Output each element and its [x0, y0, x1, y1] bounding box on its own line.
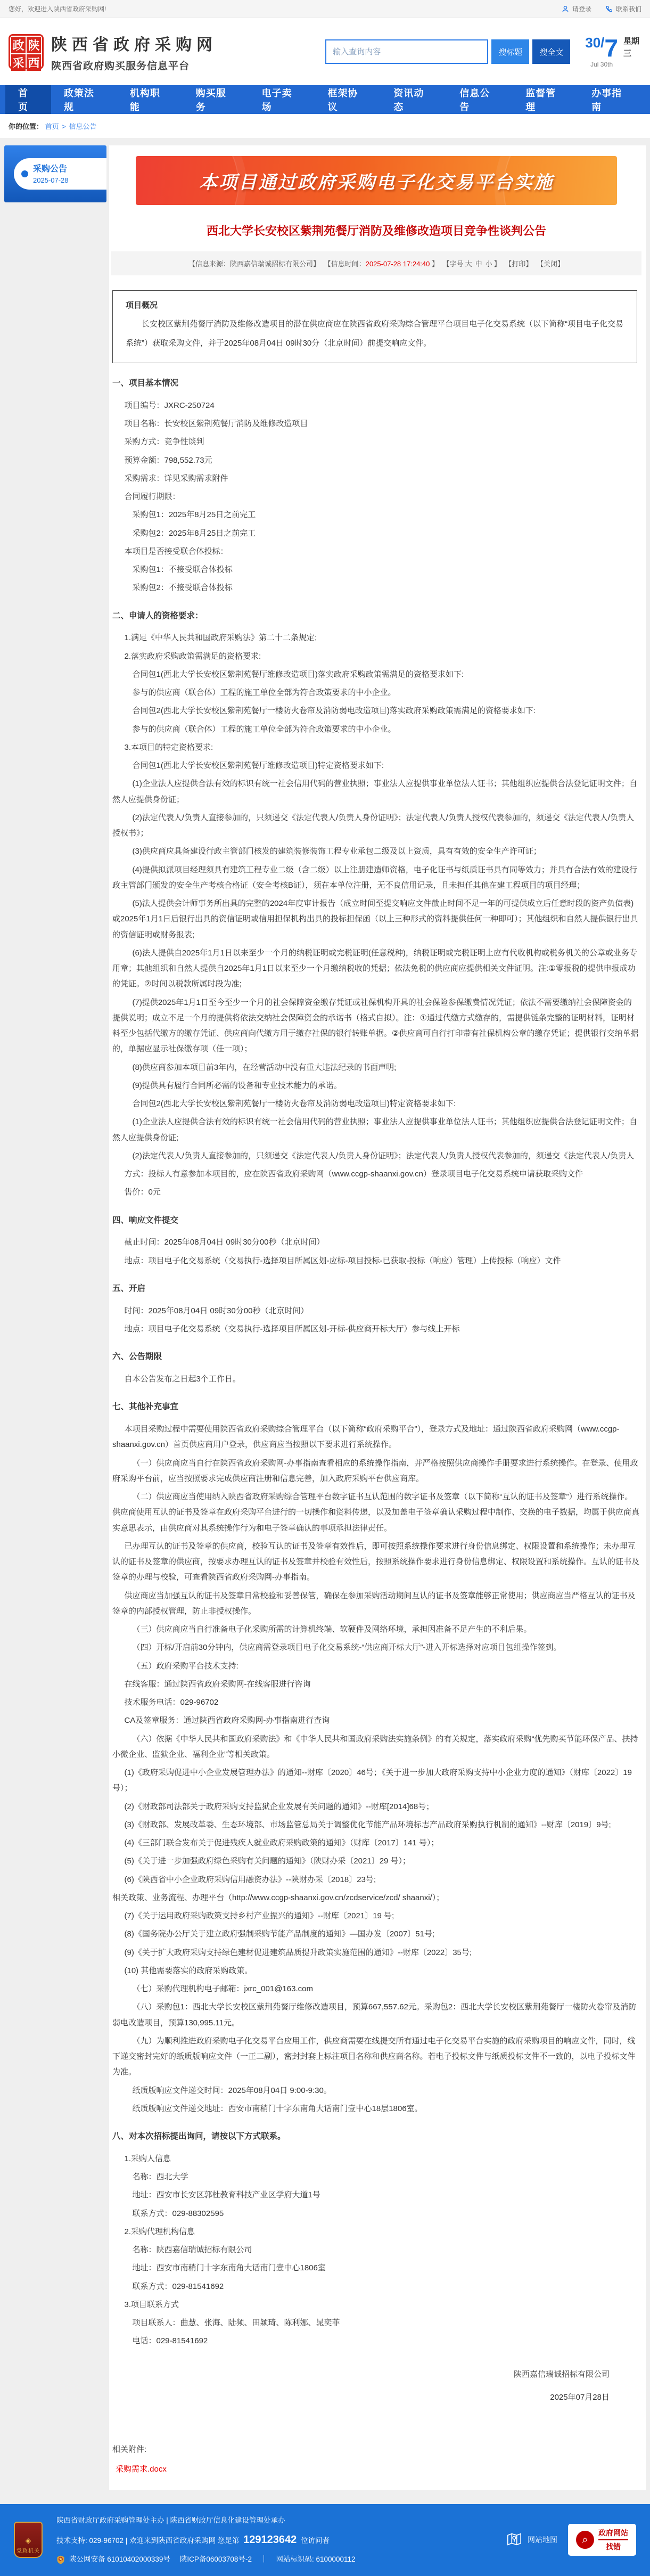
search-box	[325, 39, 570, 64]
close-button[interactable]: 【关闭】	[536, 260, 564, 268]
paragraph: 自本公告发布之日起3个工作日。	[124, 1374, 241, 1384]
paragraph: 地址：西安市长安区郭杜教育科技产业区学府大道1号	[132, 2190, 320, 2200]
paragraph: (8)《国务院办公厅关于建立政府强制采购节能产品制度的通知》—国办发〔2007〕51号;	[124, 1929, 435, 1939]
footer-beian-line	[56, 2552, 356, 2567]
signature-company: 陕西嘉信瑞诚招标有限公司	[513, 2369, 610, 2379]
sitemap-link[interactable]: 网站地图	[506, 2531, 557, 2549]
date-month: 7	[604, 34, 618, 62]
paragraph: 2.采购代理机构信息	[124, 2227, 195, 2236]
paragraph: (2)法定代表人/负责人直接参加的，只须递交《法定代表人/负责人身份证明》；法定代表人/负责人授权代表参加的，须递交《法定代表人/负责人	[132, 1151, 635, 1160]
paragraph: 时间：2025年08月04日 09时30分00秒（北京时间）	[124, 1306, 309, 1315]
paragraph: (8)供应商参加本项目前3年内，在经营活动中没有重大违法纪录的书面声明;	[132, 1062, 397, 1072]
info-time-value: 2025-07-28 17:24:40	[365, 260, 430, 268]
attachments-label: 相关附件:	[112, 2444, 147, 2454]
site-header	[0, 18, 650, 85]
project-overview-box	[112, 290, 637, 363]
paragraph: (3)《财政部、发展改革委、生态环境部、市场监管总局关于调整优化节能产品环境标志产品政府采购执行机制的通知》--财库〔2019〕9号;	[124, 1820, 611, 1829]
search-input[interactable]	[325, 39, 488, 64]
font-size-option-2[interactable]: 小	[485, 260, 492, 268]
signature-block	[112, 2363, 610, 2409]
date-widget	[585, 36, 641, 68]
info-source: 【信息来源：陕西嘉信瑞诚招标有限公司】	[188, 260, 320, 268]
paragraph: 方式：投标人有意参加本项目的，应在陕西省政府采购网（www.ccgp-shaanxi.gov.cn）登录项目电子化交易系统申请获取采购文件	[124, 1170, 583, 1179]
section-heading: 六、公告期限	[112, 1352, 162, 1362]
paragraph: 采购方式：竞争性谈判	[124, 437, 204, 447]
paragraph: 合同履行期限：	[124, 492, 180, 502]
nav-item-supervision[interactable]: 监督管理	[525, 88, 556, 112]
paragraph: 地址：西安市南稍门十字东南角大话南门壹中心1806室	[132, 2263, 326, 2273]
paragraph: (9)提供具有履行合同所必需的设备和专业技术能力的承诺。	[132, 1081, 342, 1090]
paragraph: 参与的供应商（联合体）工程的施工单位全部为符合政策要求的中小企业。	[132, 724, 396, 734]
paragraph: 技术服务电话：029-96702	[124, 1698, 219, 1707]
notice-banner	[136, 156, 617, 205]
paragraph: (1)企业法人应提供合法有效的标识有统一社会信用代码的营业执照；事业法人应提供事业单位法人证书；其他组织应提供合法登记证明文件；自然人应提供身份证；	[112, 779, 637, 804]
paragraph: 售价：0元	[124, 1188, 161, 1197]
contact-link[interactable]: 联系我们	[605, 4, 641, 13]
paragraph: 3.项目联系方式	[124, 2300, 179, 2309]
nav-item-news[interactable]: 资讯动态	[393, 88, 424, 112]
paragraph: (3)供应商应具备建设行政主管部门核发的建筑装修装饰工程专业承包二级及以上资质，具有有效的安全生产许可证；	[132, 847, 541, 856]
content-zone	[0, 138, 650, 2504]
nav-item-services[interactable]: 购买服务	[195, 88, 226, 112]
font-size-option-1[interactable]: 中	[475, 260, 482, 268]
paragraph: 地点：项目电子化交易系统（交易执行-选择项目所属区划-应标-项目投标-已获取-投标（响应）管理）上传投标（响应）文件	[124, 1256, 561, 1265]
paragraph: (4)提供拟派项目经理须具有建筑工程专业二级（含二级）以上注册建造师资格，电子化证书与纸质证书具有同等效力；并具有合法有效的建设行政主管部门颁发的安全生产考核合格证（安全考核B证），须在本单位注册，无不良信用记录，且未担任其他在建工程项目的项目经理；	[112, 865, 637, 890]
paragraph: 已办理互认的证书及签章的供应商，校验互认的证书及签章有效性后，即可按照系统操作要求进行身份信息绑定、权限设置和系统操作；未办理互认的证书及签章的供应商，按要求办理互认的证书及签章并校验有效性后，按照系统操作要求进行身份信息绑定、权限设置和系统操作。互认的证书及签章的办理与校验，可查看陕西省政府采购网-办事指南。	[112, 1541, 640, 1582]
sidebar-category-date: 2025-07-28	[33, 176, 69, 185]
paragraph: (9)《关于扩大政府采购支持绿色建材促进建筑品质提升政策实施范围的通知》--财库〔2022〕35号;	[124, 1948, 472, 1957]
emblem-flame-icon: ◈	[25, 2536, 31, 2545]
nav-item-guide[interactable]: 办事指南	[591, 88, 622, 112]
paragraph: 截止时间：2025年08月04日 09时30分00秒（北京时间）	[124, 1238, 325, 1247]
emblem-label: 党政机关	[17, 2548, 40, 2555]
paragraph: 采购包2：不接受联合体投标	[132, 583, 233, 593]
search-title-button[interactable]: 搜标题	[491, 39, 529, 64]
paragraph: （七）采购代理机构电子邮箱：jxrc_001@163.com	[132, 1984, 313, 1994]
magnifier-icon: ⌕	[576, 2531, 594, 2549]
main-nav	[0, 85, 650, 114]
site-footer	[0, 2504, 650, 2576]
paragraph: 联系方式：029-88302595	[132, 2209, 224, 2218]
section-heading: 四、响应文件提交	[112, 1215, 179, 1225]
paragraph: (6)《陕西省中小企业政府采购信用融资办法》--陕财办采〔2018〕23号;	[124, 1875, 376, 1884]
paragraph: 采购包1：不接受联合体投标	[132, 565, 233, 575]
icp-beian-link[interactable]: 陕ICP备06003708号-2	[179, 2555, 252, 2564]
paragraph: （三）供应商应当自行准备电子化采购所需的计算机终端、软硬件及网络环境，承担因准备不足产生的不利后果。	[132, 1625, 532, 1634]
paragraph: (10) 其他需要落实的政府采购政策。	[124, 1966, 253, 1975]
article-content	[111, 275, 641, 2474]
paragraph: （六）依据《中华人民共和国政府采购法》和《中华人民共和国政府采购法实施条例》的有关规定，落实政府采购“优先购买节能环保产品、扶持小微企业、监狱企业、福利企业”等相关政策。	[112, 1734, 638, 1759]
phone-icon	[605, 5, 613, 13]
site-subtitle: 陕西省政府购买服务信息平台	[51, 60, 190, 72]
police-beian-link[interactable]: 陕公网安备 61010402000339号	[69, 2555, 170, 2564]
paragraph: 参与的供应商（联合体）工程的施工单位全部为符合政策要求的中小企业。	[132, 688, 396, 698]
font-size-control: 【字号 大 中 小 】	[442, 260, 501, 268]
breadcrumb-home-link[interactable]: 首页	[45, 122, 59, 130]
paragraph: 合同包2(西北大学长安校区紫荆苑餐厅一楼防火卷帘及消防弱电改造项目)落实政府采购政策需满足的资格要求如下:	[132, 706, 536, 716]
paragraph: 联系方式：029-81541692	[132, 2281, 224, 2291]
paragraph: 地点：项目电子化交易系统（交易执行-选择项目所属区划-开标-供应商开标大厅）参与线上开标	[124, 1324, 460, 1334]
paragraph: 1.采购人信息	[124, 2154, 171, 2163]
party-gov-emblem	[14, 2522, 43, 2558]
paragraph: (6)法人提供自2025年1月1日以来至少一个月的纳税证明或完税证明(任意税种)，纳税证明或完税证明上应有代收机构或税务机关的公章或业务专用章；其他组织和自然人提供自2025年1月1日以来至少一个月缴纳税收的凭据；依法免税的供应商应提供相关文件证明。注:①零报税的提供申报成功的凭证。②时间以税款所属时段为准;	[112, 948, 637, 989]
info-time: 【信息时间：2025-07-28 17:24:40 】	[324, 260, 439, 268]
sidebar-category-label: 采购公告	[33, 165, 68, 174]
paragraph: 采购包1：2025年8月25日之前完工	[132, 510, 256, 520]
paragraph: 3.本项目的特定资格要求:	[124, 742, 213, 752]
paragraph: 本项目采购过程中需要使用陕西省政府采购综合管理平台（以下简称“政府采购平台”），登录方式及地址：通过陕西省政府采购网（www.ccgp-shaanxi.gov.cn）首页供应商用户登录，供应商应当按照以下要求进行系统操作。	[112, 1425, 620, 1450]
paragraph: 纸质版响应文件递交地址：西安市南稍门十字东南角大话南门壹中心18层1806室。	[132, 2104, 423, 2113]
paragraph: 纸质版响应文件递交时间：2025年08月04日 9:00-9:30。	[132, 2086, 332, 2095]
overview-title: 项目概况	[126, 301, 158, 310]
visitor-count: 129123642	[243, 2534, 297, 2546]
paragraph: 采购需求：详见采购需求附件	[124, 473, 228, 483]
bullet-dot-icon	[21, 170, 28, 177]
breadcrumb-current-link[interactable]: 信息公告	[69, 122, 97, 130]
paragraph: 项目联系人：曲慧、张海、陆频、田颖琦、陈利娜、晁奕菲	[132, 2318, 340, 2328]
banner-text: 本项目通过政府采购电子化交易平台实施	[199, 172, 554, 193]
article-card	[109, 145, 646, 2490]
welcome-text: 您好，欢迎进入陕西省政府采购网!	[9, 5, 106, 13]
paragraph: (5)《关于进一步加强政府绿色采购有关问题的通知》（陕财办采〔2021〕29 号）；	[124, 1857, 411, 1866]
attachments-list	[112, 2455, 639, 2474]
nav-item-home[interactable]: 首页	[5, 85, 51, 114]
paragraph: 本项目是否接受联合体投标：	[124, 546, 228, 556]
err-badge-top: 政府网站	[598, 2529, 628, 2538]
gov-site-error-report-badge[interactable]	[568, 2524, 636, 2556]
police-badge-icon	[56, 2555, 65, 2564]
section-heading: 一、项目基本情况	[112, 379, 179, 388]
paragraph: 2.落实政府采购政策需满足的资格要求:	[124, 651, 261, 661]
article-body	[112, 377, 639, 2349]
section-heading: 七、其他补充事宜	[112, 1402, 179, 1412]
attachment-file-link[interactable]: 采购需求.docx	[116, 2464, 167, 2474]
paragraph: 合同包2(西北大学长安校区紫荆苑餐厅一楼防火卷帘及消防弱电改造项目)特定资格要求如下:	[132, 1099, 456, 1109]
date-day: 30/	[585, 35, 605, 51]
paragraph: (7)提供2025年1月1日至今至少一个月的社会保障资金缴存凭证或社保机构开具的社会保险参保缴费情况凭证；依法不需要缴纳社会保障资金的提供说明；成立不足一个月的提供将依法交纳社会保障资金的承诺书（格式自拟）。注：①通过代缴方式缴存的，需提供链条完整的证明材料，证明材料至少包括代缴方的缴存凭证、供应商向代缴方用于缴存社保的银行转账单据。②供应商可自行打印带有社保机构公章的缴存凭证；提供银行交纳单据的，单据应显示社保缴存项（任一项）；	[112, 997, 639, 1054]
paragraph: (1)企业法人应提供合法有效的标识有统一社会信用代码的营业执照；事业法人应提供事业单位法人证书；其他组织应提供合法登记证明文件；自然人应提供身份证;	[112, 1117, 637, 1142]
err-badge-bottom: 找错	[598, 2539, 628, 2552]
breadcrumb-prefix: 你的位置：	[9, 122, 44, 130]
sidebar-category-box[interactable]	[4, 145, 106, 202]
login-link[interactable]: 请登录	[562, 4, 591, 13]
font-size-options	[464, 260, 494, 268]
paragraph: 在线客服：通过陕西省政府采购网-在线客服进行咨询	[124, 1679, 311, 1689]
breadcrumb	[0, 114, 650, 138]
paragraph: CA及签章服务：通过陕西省政府采购网-办事指南进行查询	[124, 1716, 330, 1725]
paragraph: 合同包1(西北大学长安校区紫荆苑餐厅维修改造项目)特定资格要求如下:	[132, 761, 384, 771]
paragraph: (2)法定代表人/负责人直接参加的，只须递交《法定代表人/负责人身份证明》；法定代表人/负责人授权代表参加的，须递交《法定代表人/负责人授权书》；	[112, 813, 635, 838]
print-button[interactable]: 【打印】	[505, 260, 533, 268]
page-title: 西北大学长安校区紫荆苑餐厅消防及维修改造项目竞争性谈判公告	[206, 224, 546, 238]
signature-date: 2025年07月28日	[550, 2393, 610, 2402]
paragraph: (1)《政府采购促进中小企业发展管理办法》的通知--财库〔2020〕46号；《关于进一步加大政府采购支持中小企业力度的通知》（财库〔2022〕19号）；	[112, 1768, 632, 1793]
paragraph: 电话：029-81541692	[132, 2336, 208, 2346]
paragraph: 相关政策、业务流程、办理平台（http://www.ccgp-shaanxi.gov.cn/zcdservice/zcd/ shaanxi/）；	[112, 1893, 445, 1902]
paragraph: （八）采购包1：西北大学长安校区紫荆苑餐厅维修改造项目，预算667,557.62元。采购包2：西北大学长安校区紫荆苑餐厅一楼防火卷帘及消防弱电改造项目，预算130,995.11元。	[112, 2002, 637, 2027]
overview-body: 长安校区紫荆苑餐厅消防及维修改造项目的潜在供应商应在陕西省政府采购综合管理平台项目电子化交易系统（以下简称“项目电子化交易系统”）获取采购文件，并于2025年08月04日 09时30分（北京时间）前提交响应文件。	[126, 320, 624, 348]
paragraph: (4)《三部门联合发布关于促进残疾人就业政府采购政策的通知》（财库〔2017〕141 号）；	[124, 1838, 439, 1848]
footer-separator: ｜	[260, 2555, 268, 2564]
attachments-section	[112, 2443, 639, 2474]
breadcrumb-separator: >	[62, 122, 66, 130]
paragraph: 1.满足《中华人民共和国政府采购法》第二十二条规定;	[124, 633, 317, 643]
user-icon	[562, 5, 569, 13]
section-heading: 五、开启	[112, 1283, 146, 1293]
nav-item-notices[interactable]: 信息公告	[459, 88, 490, 112]
paragraph: （九）为顺利推进政府采购电子化交易平台应用工作，供应商需要在线提交所有通过电子化交易平台实施的政府采购项目的响应文件，同时，线下递交密封完好的纸质版响应文件（一正二副），密封封套上标注项目名称和供应商名称。若电子投标文件与纸质投标文件不一致的，以电子投标文件为准。	[112, 2036, 636, 2077]
paragraph: 名称：陕西嘉信瑞诚招标有限公司	[132, 2245, 252, 2255]
paragraph: (2)《财政部司法部关于政府采购支持监狱企业发展有关问题的通知》--财库[2014]68号；	[124, 1802, 434, 1811]
paragraph: (7)《关于运用政府采购政策支持乡村产业振兴的通知》--财库〔2021〕19 号;	[124, 1911, 394, 1921]
paragraph: （四）开标/开启前30分钟内，供应商需登录项目电子化交易系统-“供应商开标大厅”-进入开标选择对应项目包组操作签到。	[132, 1643, 562, 1653]
nav-item-framework[interactable]: 框架协议	[327, 88, 358, 112]
nav-item-functions[interactable]: 机构职能	[129, 88, 160, 112]
footer-organizer-line: 陕西省财政厅政府采购管理处主办 | 陕西省财政厅信息化建设管理处承办	[56, 2516, 285, 2524]
nav-item-emall[interactable]: 电子卖场	[261, 88, 292, 112]
site-logo-seal: 政 陕 采 西	[9, 34, 44, 69]
paragraph: (5)法人提供会计师事务所出具的完整的2024年度审计报告（成立时间至提交响应文件截止时间不足一年的可提供成立后任意时段的资产负债表)或2025年1月1日后银行出具的资信证明或信用担保机构出具的投标担保函（以上三种形式的资料提供任何一种即可）；其他组织和自然人提供银行出具的资信证明或财务报表;	[112, 899, 638, 939]
paragraph: 名称：西北大学	[132, 2172, 188, 2182]
section-heading: 二、申请人的资格要求：	[112, 611, 203, 620]
sidebar-category-pill[interactable]	[14, 158, 106, 190]
paragraph: （五）政府采购平台技术支持:	[132, 1661, 238, 1671]
paragraph: 合同包1(西北大学长安校区紫荆苑餐厅维修改造项目)落实政府采购政策需满足的资格要求如下:	[132, 669, 464, 679]
site-title: 陕西省政府采购网	[51, 36, 217, 54]
footer-support-line: 技术支持: 029-96702 | 欢迎来到陕西省政府采购网 您是第 129123642 位访问者	[56, 2534, 330, 2546]
paragraph: 采购包2：2025年8月25日之前完工	[132, 528, 256, 538]
font-size-option-0[interactable]: 大	[465, 260, 472, 268]
date-english: Jul 30th	[590, 61, 613, 68]
paragraph: 项目编号：JXRC-250724	[124, 400, 215, 410]
section-heading: 八、对本次招标提出询问，请按以下方式联系。	[112, 2132, 286, 2141]
paragraph: （一）供应商应当自行在陕西省政府采购网-办事指南查看相应的系统操作指南，并严格按照供应商操作手册要求进行系统操作。在登录、使用政府采购平台前，应当按照要求完成供应商注册和信息完善，加入政府采购平台供应商库。	[112, 1458, 638, 1483]
date-weekday: 星期三	[623, 37, 640, 58]
paragraph: 项目名称：长安校区紫荆苑餐厅消防及维修改造项目	[124, 419, 308, 429]
nav-item-policies[interactable]: 政策法规	[63, 88, 94, 112]
top-utility-bar	[0, 0, 650, 18]
paragraph: 预算金额：798,552.73元	[124, 455, 212, 465]
paragraph: （二）供应商应当使用纳入陕西省政府采购综合管理平台数字证书互认范围的数字证书及签章（以下简称“互认的证书及签章”）进行系统操作。供应商使用互认的证书及签章在政府采购平台进行的一切操作和资料传递，以及加盖电子签章确认采购过程中制作、交换的电子数据，均属于供应商真实意思表示，由供应商对其系统操作行为和电子签章确认的事项承担法律责任。	[112, 1492, 640, 1533]
paragraph: 供应商应当加强互认的证书及签章日常校验和妥善保管，确保在参加采购活动期间互认的证书及签章能够正常使用；供应商应当严格互认的证书及签章的内部授权管理，防止非授权操作。	[112, 1591, 636, 1616]
search-fulltext-button[interactable]: 搜全文	[532, 39, 570, 64]
map-icon	[506, 2531, 522, 2549]
article-meta-bar	[111, 251, 641, 275]
site-code: 网站标识码: 6100000112	[276, 2555, 356, 2564]
